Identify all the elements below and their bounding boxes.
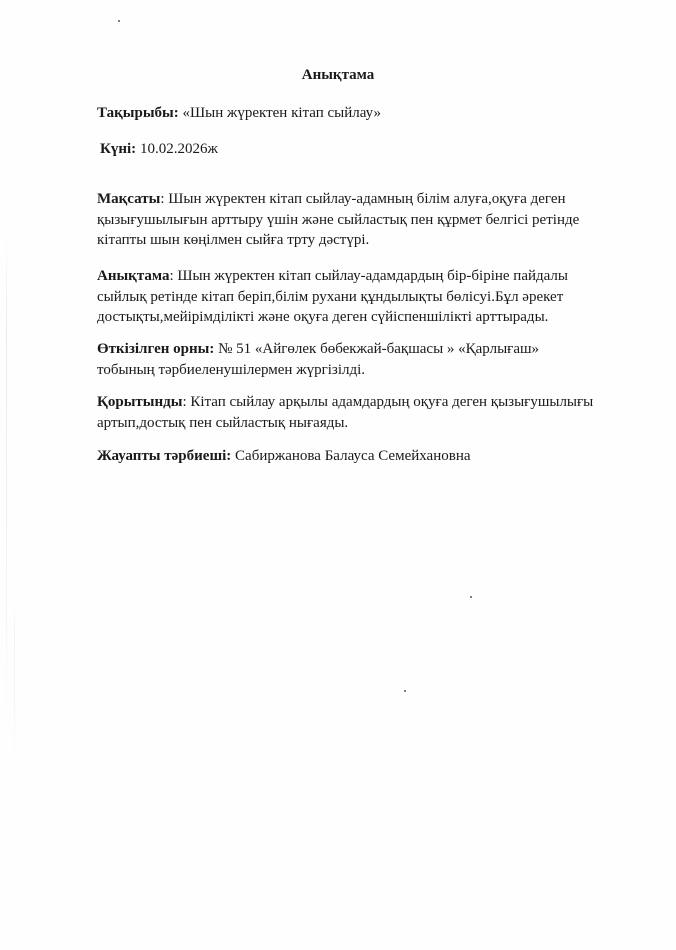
conclusion-paragraph <box>97 392 637 433</box>
date-value: 10.02.2026ж <box>139 141 218 157</box>
conclusion-label: Қорытынды <box>97 394 183 410</box>
venue-line: тобының тәрбиеленушілермен жүргізілді. <box>97 361 366 378</box>
scan-edge-artifact <box>6 230 7 750</box>
responsible-label: Жауапты тәрбиеші: <box>97 448 232 464</box>
goal-paragraph <box>97 189 637 251</box>
conclusion-line: артып,достық пен сыйластық нығаяды. <box>97 414 349 431</box>
scan-speck <box>470 596 472 598</box>
reference-label: Анықтама <box>97 268 170 284</box>
responsible-value: Сабиржанова Балауса Семейхановна <box>231 448 471 464</box>
topic-line <box>97 103 381 123</box>
venue-paragraph <box>97 339 637 380</box>
document-title: Анықтама <box>301 67 375 83</box>
date-label: Күні: <box>100 141 137 157</box>
reference-line: : Шын жүректен кітап сыйлау-адамдардың бір-біріне пайдалы <box>169 268 568 284</box>
goal-label: Мақсаты <box>97 191 161 207</box>
scan-speck <box>404 690 406 692</box>
reference-line: сыйлық ретінде кітап беріп,білім рухани құндылықты бөлісуі.Бұл әрекет <box>97 288 564 305</box>
scan-speck <box>118 20 120 22</box>
venue-label: Өткізілген орны: <box>97 341 215 357</box>
goal-line: қызығушылығын арттыру үшін және сыйластық пен құрмет белгісі ретінде <box>97 211 580 228</box>
reference-paragraph <box>97 266 637 328</box>
date-line <box>100 139 218 159</box>
goal-line: : Шын жүректен кітап сыйлау-адамның білім алуға,оқуға деген <box>160 191 566 207</box>
reference-line: достықты,мейірімділікті және оқуға деген сүйіспеншілікті арттырады. <box>97 309 549 325</box>
venue-line: № 51 «Айгөлек бөбекжай-бақшасы » «Қарлығаш» <box>214 341 540 357</box>
scan-edge-artifact <box>14 600 15 780</box>
responsible-line <box>97 446 471 466</box>
goal-line: кітапты шын көңілмен сыйға трту дәстүрі. <box>97 232 370 248</box>
topic-label: Тақырыбы: <box>97 105 179 121</box>
topic-value: «Шын жүректен кітап сыйлау» <box>182 105 382 121</box>
conclusion-line: : Кітап сыйлау арқылы адамдардың оқуға деген қызығушылығы <box>182 394 594 410</box>
